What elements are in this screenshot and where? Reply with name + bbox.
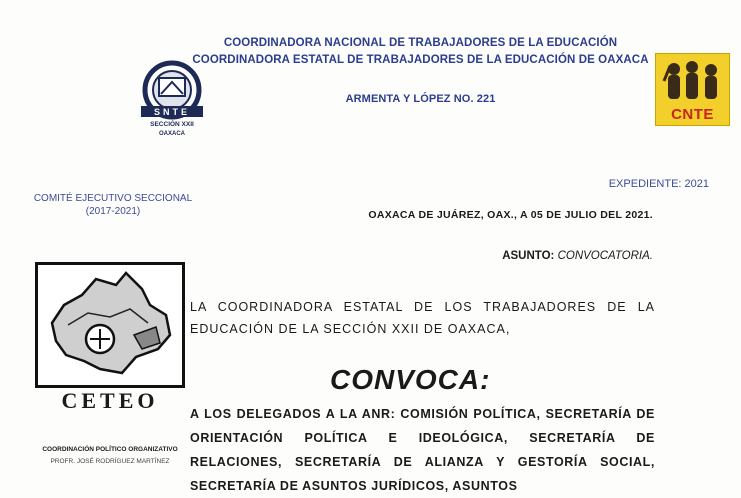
place-date: OAXACA DE JUÁREZ, OAX., A 05 DE JULIO DEL 2021. [368,209,653,221]
subject-value: CONVOCATORIA. [557,250,653,262]
header-line-national: COORDINADORA NACIONAL DE TRABAJADORES DE LA EDUCACIÓN [223,37,618,49]
subject-line [502,250,653,262]
committee-period: (2017-2021) [85,206,141,217]
snte-section: SECCIÓN XXII [150,121,194,128]
snte-state: OAXACA [158,131,186,137]
committee-name: COMITÉ EJECUTIVO SECCIONAL [33,193,193,204]
convoca-heading: CONVOCA: [330,364,491,395]
subject-label: ASUNTO: [502,250,555,262]
header-line-state: COORDINADORA ESTATAL DE TRABAJADORES DE LA EDUCACIÓN DE OAXACA [192,54,649,66]
committee-block [18,192,208,218]
intro-paragraph: LA COORDINADORA ESTATAL DE LOS TRABAJADORES DE LA EDUCACIÓN DE LA SECCIÓN XXII DE OAXACA, [190,300,655,336]
snte-seal-logo [133,60,211,142]
ceteo-map-logo [35,262,185,388]
ceteo-title: CETEO [61,388,159,413]
cnte-label: CNTE [671,106,714,123]
coordination-label: COORDINACIÓN POLÍTICO ORGANIZATIVO [42,446,178,453]
cnte-logo [655,53,730,126]
header-address: ARMENTA Y LÓPEZ NO. 221 [345,93,496,105]
recipients-paragraph: A LOS DELEGADOS A LA ANR: COMISIÓN POLÍTICA, SECRETARÍA DE ORIENTACIÓN POLÍTICA E IDEOLÓGICA, SECRETARÍA DE RELACIONES, SECRETARÍA DE ALIANZA Y GESTORÍA SOCIAL, SECRETARÍA DE ASUNTOS JURÍDICOS, ASUNTOS [190,407,655,493]
professor-name: PROFR. JOSÉ RODRÍGUEZ MARTÍNEZ [50,458,170,465]
snte-label: SNTE [153,107,191,117]
file-number: EXPEDIENTE: 2021 [608,178,709,190]
